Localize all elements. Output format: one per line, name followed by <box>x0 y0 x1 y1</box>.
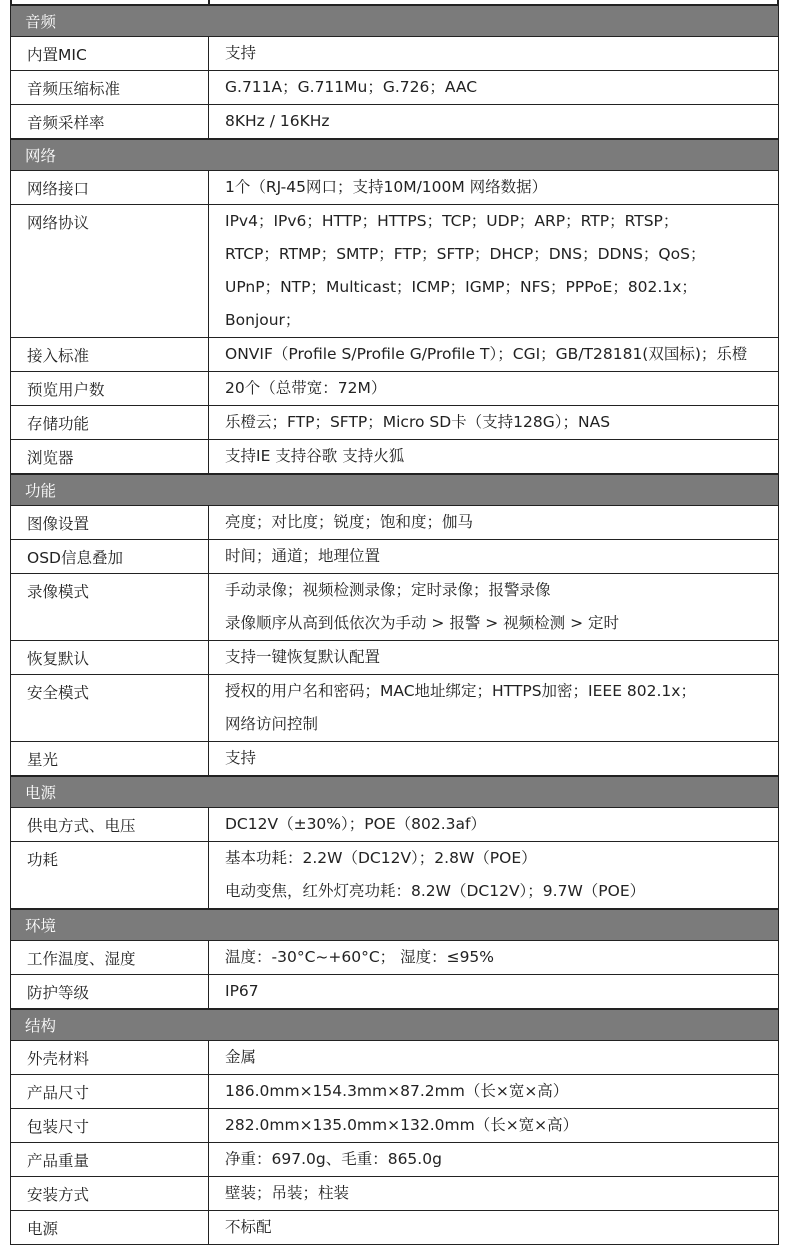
spec-label: 存储功能 <box>11 406 209 440</box>
table-row <box>11 1143 779 1177</box>
section-header <box>11 1009 779 1041</box>
spec-value <box>209 1041 779 1075</box>
spec-label: 预览用户数 <box>11 372 209 406</box>
spec-label: OSD信息叠加 <box>11 540 209 574</box>
spec-value <box>209 975 779 1010</box>
spec-label: 产品重量 <box>11 1143 209 1177</box>
spec-value-line: Bonjour； <box>225 311 301 329</box>
spec-label: 安装方式 <box>11 1177 209 1211</box>
spec-label: 供电方式、电压 <box>11 808 209 842</box>
spec-value-line: 时间；通道；地理位置 <box>225 547 381 565</box>
table-row <box>11 975 779 1010</box>
spec-value <box>209 506 779 540</box>
spec-value <box>209 440 779 475</box>
table-row <box>11 941 779 975</box>
spec-label: 工作温度、湿度 <box>11 941 209 975</box>
spec-value-line: RTCP；RTMP；SMTP；FTP；SFTP；DHCP；DNS；DDNS；QoS； <box>225 245 706 263</box>
spec-label: 恢复默认 <box>11 641 209 675</box>
spec-value-line: 不标配 <box>225 1218 272 1236</box>
spec-value-line: 温度：-30°C~+60°C； 湿度：≤95% <box>225 948 495 966</box>
table-row <box>11 808 779 842</box>
spec-value-line: 网络访问控制 <box>225 715 319 733</box>
section-header <box>11 5 779 37</box>
section-title: 功能 <box>11 474 779 506</box>
spec-value-line: DC12V（±30%）；POE（802.3af） <box>225 815 486 833</box>
table-row <box>11 37 779 71</box>
spec-value-line: 金属 <box>225 1048 257 1066</box>
spec-label: 外壳材料 <box>11 1041 209 1075</box>
spec-value <box>209 1109 779 1143</box>
spec-value-line: 电动变焦，红外灯亮功耗：8.2W（DC12V）；9.7W（POE） <box>225 882 646 900</box>
spec-value <box>209 574 779 641</box>
spec-value-line: 授权的用户名和密码；MAC地址绑定；HTTPS加密；IEEE 802.1x； <box>225 682 696 700</box>
table-row <box>11 675 779 742</box>
table-row <box>11 1041 779 1075</box>
table-row <box>11 372 779 406</box>
spec-value-line: 1个（RJ-45网口；支持10M/100M 网络数据） <box>225 178 548 196</box>
spec-value <box>209 171 779 205</box>
spec-table <box>10 0 779 1245</box>
spec-label: 录像模式 <box>11 574 209 641</box>
spec-value <box>209 842 779 910</box>
spec-value <box>209 1177 779 1211</box>
spec-label: 安全模式 <box>11 675 209 742</box>
table-row <box>11 641 779 675</box>
spec-value <box>209 406 779 440</box>
spec-value <box>209 37 779 71</box>
spec-label: 内置MIC <box>11 37 209 71</box>
spec-value-line: 186.0mm×154.3mm×87.2mm（长×宽×高） <box>225 1082 569 1100</box>
spec-value <box>209 941 779 975</box>
spec-value-line: 乐橙云；FTP；SFTP；Micro SD卡（支持128G）；NAS <box>225 413 611 431</box>
table-row <box>11 574 779 641</box>
section-header <box>11 909 779 941</box>
spec-value <box>209 105 779 140</box>
spec-label: 功耗 <box>11 842 209 910</box>
spec-value <box>209 675 779 742</box>
spec-value-line: IPv4；IPv6；HTTP；HTTPS；TCP；UDP；ARP；RTP；RTSP； <box>225 212 679 230</box>
section-title: 结构 <box>11 1009 779 1041</box>
spec-value-line: 手动录像；视频检测录像；定时录像；报警录像 <box>225 581 551 599</box>
spec-value-line: 20个（总带宽：72M） <box>225 379 387 397</box>
spec-label: 音频采样率 <box>11 105 209 140</box>
spec-label: 产品尺寸 <box>11 1075 209 1109</box>
table-row <box>11 406 779 440</box>
spec-value <box>209 205 779 338</box>
spec-label: 包装尺寸 <box>11 1109 209 1143</box>
spec-value <box>209 372 779 406</box>
table-top-edge <box>10 0 779 4</box>
table-row <box>11 338 779 372</box>
spec-value-line: 壁装；吊装；柱装 <box>225 1184 350 1202</box>
table-row <box>11 1109 779 1143</box>
spec-value-line: UPnP；NTP；Multicast；ICMP；IGMP；NFS；PPPoE；802.1x； <box>225 278 697 296</box>
spec-label: 图像设置 <box>11 506 209 540</box>
spec-value <box>209 641 779 675</box>
spec-value-line: 基本功耗：2.2W（DC12V）；2.8W（POE） <box>225 849 537 867</box>
spec-label: 电源 <box>11 1211 209 1245</box>
spec-label: 浏览器 <box>11 440 209 475</box>
spec-value-line: 亮度；对比度；锐度；饱和度；伽马 <box>225 513 474 531</box>
section-header <box>11 776 779 808</box>
section-header <box>11 139 779 171</box>
section-title: 电源 <box>11 776 779 808</box>
section-title: 网络 <box>11 139 779 171</box>
spec-label: 星光 <box>11 742 209 777</box>
spec-table-body <box>11 5 779 1245</box>
spec-value-line: 支持 <box>225 749 257 767</box>
spec-value-line: 支持 <box>225 44 257 62</box>
spec-value <box>209 1211 779 1245</box>
spec-value <box>209 338 779 372</box>
table-row <box>11 540 779 574</box>
spec-value <box>209 808 779 842</box>
table-row <box>11 171 779 205</box>
spec-value <box>209 1143 779 1177</box>
spec-value-line: 8KHz / 16KHz <box>225 112 330 130</box>
spec-label: 网络协议 <box>11 205 209 338</box>
table-row <box>11 205 779 338</box>
spec-label: 防护等级 <box>11 975 209 1010</box>
spec-value-line: 支持一键恢复默认配置 <box>225 648 381 666</box>
table-row <box>11 440 779 475</box>
spec-value-line: ONVIF（Profile S/Profile G/Profile T）；CGI；GB/T28181(双国标)；乐橙 <box>225 345 748 363</box>
table-row <box>11 1075 779 1109</box>
spec-value <box>209 71 779 105</box>
table-row <box>11 1211 779 1245</box>
spec-value <box>209 1075 779 1109</box>
spec-value-line: IP67 <box>225 982 259 1000</box>
spec-value <box>209 742 779 777</box>
table-row <box>11 105 779 140</box>
table-row <box>11 742 779 777</box>
section-title: 环境 <box>11 909 779 941</box>
section-title: 音频 <box>11 5 779 37</box>
spec-label: 接入标准 <box>11 338 209 372</box>
spec-value-line: 录像顺序从高到低依次为手动 > 报警 > 视频检测 > 定时 <box>225 614 620 632</box>
spec-value-line: 282.0mm×135.0mm×132.0mm（长×宽×高） <box>225 1116 579 1134</box>
table-row <box>11 1177 779 1211</box>
table-row <box>11 506 779 540</box>
spec-value-line: 净重：697.0g、毛重：865.0g <box>225 1150 442 1168</box>
table-row <box>11 71 779 105</box>
spec-value-line: 支持IE 支持谷歌 支持火狐 <box>225 447 405 465</box>
table-row <box>11 842 779 910</box>
spec-label: 网络接口 <box>11 171 209 205</box>
section-header <box>11 474 779 506</box>
spec-value <box>209 540 779 574</box>
spec-value-line: G.711A；G.711Mu；G.726；AAC <box>225 78 478 96</box>
spec-label: 音频压缩标准 <box>11 71 209 105</box>
